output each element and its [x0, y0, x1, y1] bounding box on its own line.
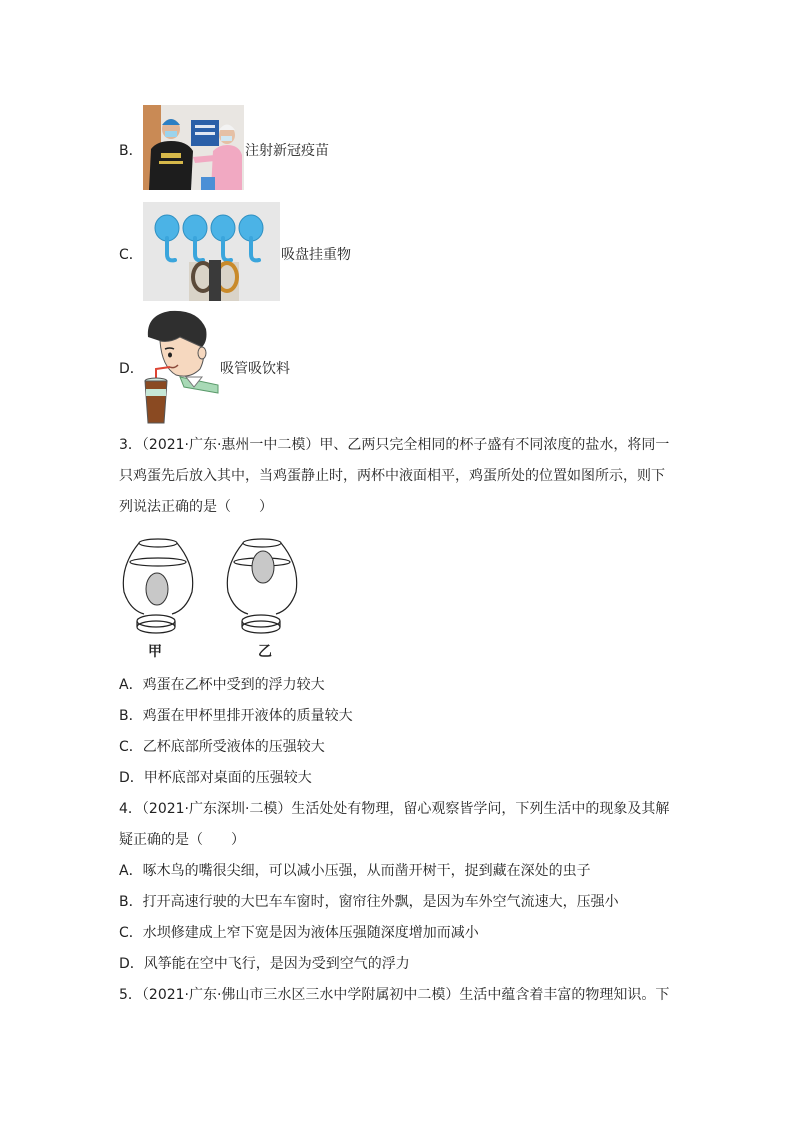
option-d-letter: D． [119, 361, 144, 377]
suction-hooks-photo [143, 202, 280, 301]
cup-yi-rim [243, 539, 281, 547]
option-d-caption: 吸管吸饮料 [220, 361, 290, 377]
option-b-letter: B． [119, 143, 143, 159]
q3-option-a: A．鸡蛋在乙杯中受到的浮力较大 [119, 677, 325, 693]
q4-option-b: B．打开高速行驶的大巴车车窗时，窗帘往外飘，是因为车外空气流速大，压强小 [119, 894, 619, 910]
q4-stem-line-1: 4．（2021·广东深圳·二模）生活处处有物理，留心观察皆学问，下列生活中的现象及其解 [119, 801, 670, 817]
q3-stem-line-2: 只鸡蛋先后放入其中，当鸡蛋静止时，两杯中液面相平，鸡蛋所处的位置如图所示，则下 [119, 468, 665, 484]
egg-yi [252, 551, 274, 583]
q5-stem-line-1: 5．（2021·广东·佛山市三水区三水中学附属初中二模）生活中蕴含着丰富的物理知识。下 [119, 987, 670, 1003]
figure-label-jia: 甲 [148, 644, 162, 660]
q3-option-c: C．乙杯底部所受液体的压强较大 [119, 739, 325, 755]
egg-jia [146, 573, 168, 605]
q4-option-c: C．水坝修建成上窄下宽是因为液体压强随深度增加而减小 [119, 925, 479, 941]
q3-option-d: D．甲杯底部对桌面的压强较大 [119, 770, 312, 786]
q3-stem-line-1: 3．（2021·广东·惠州一中二模）甲、乙两只完全相同的杯子盛有不同浓度的盐水，将同一 [119, 437, 670, 453]
cup-jia-rim [139, 539, 177, 547]
egg-cups-figure [118, 530, 308, 660]
q4-stem-line-2: 疑正确的是（ ） [119, 832, 245, 848]
q3-stem-line-3: 列说法正确的是（ ） [119, 499, 273, 515]
q3-option-b: B．鸡蛋在甲杯里排开液体的质量较大 [119, 708, 353, 724]
vaccination-photo [143, 105, 244, 190]
q4-option-a: A．啄木鸟的嘴很尖细，可以减小压强，从而凿开树干，捉到藏在深处的虫子 [119, 863, 591, 879]
cup-jia-liquid-level [130, 558, 186, 566]
option-b-caption: 注射新冠疫苗 [245, 143, 329, 159]
figure-label-yi: 乙 [258, 644, 272, 660]
straw-drink-illustration [140, 307, 220, 427]
q4-option-d: D．风筝能在空中飞行，是因为受到空气的浮力 [119, 956, 410, 972]
option-c-caption: 吸盘挂重物 [281, 247, 351, 263]
option-c-letter: C． [119, 247, 143, 263]
